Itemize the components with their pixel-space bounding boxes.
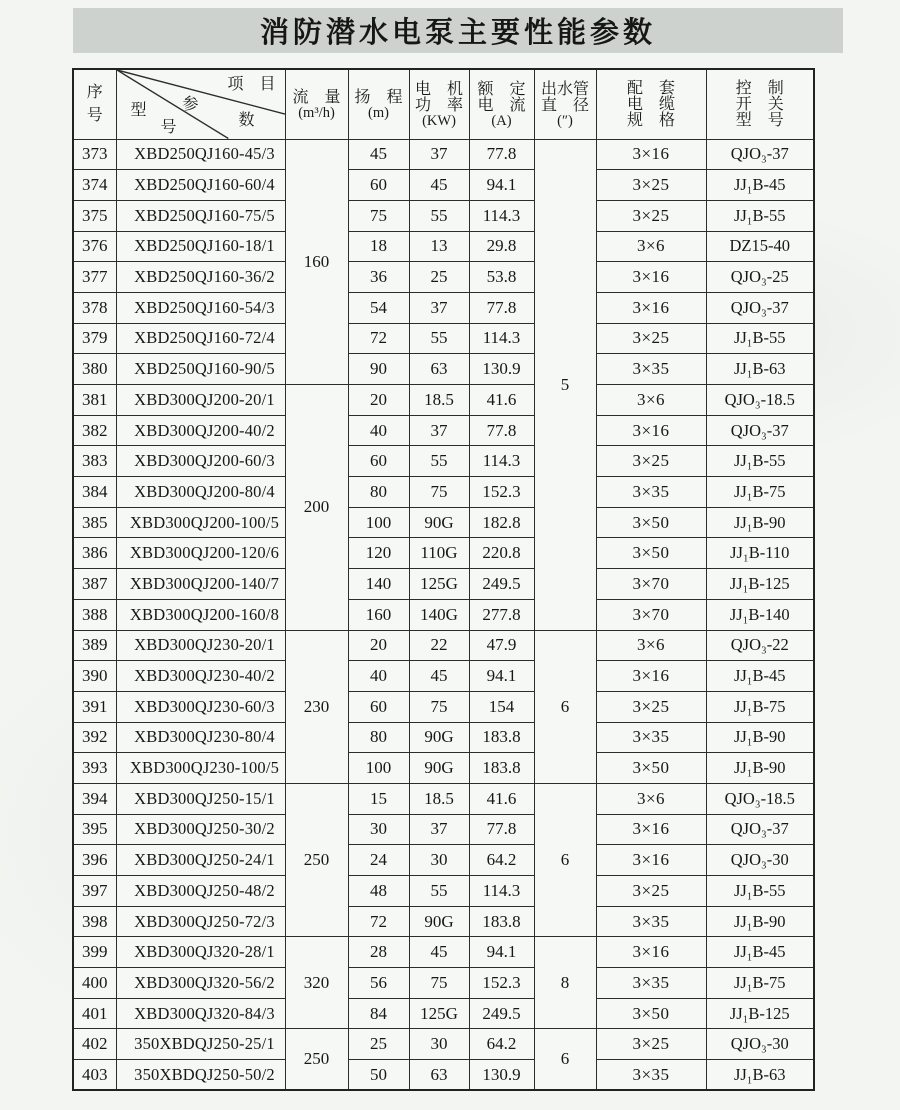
table-row	[73, 385, 814, 416]
cell-switch-model: QJO₃-22	[706, 630, 814, 661]
cell-switch-model: JJ₁B-55	[706, 200, 814, 231]
cell-head: 50	[348, 1060, 409, 1091]
cell-serial-number: 400	[73, 968, 116, 999]
cell-motor-power: 37	[409, 139, 469, 170]
cell-model: XBD300QJ200-100/5	[116, 507, 285, 538]
cell-cable-spec: 3×25	[596, 876, 706, 907]
cell-motor-power: 37	[409, 814, 469, 845]
cell-head: 80	[348, 722, 409, 753]
title-strip	[73, 8, 843, 53]
cell-motor-power: 22	[409, 630, 469, 661]
table-row	[73, 200, 814, 231]
cell-rated-current: 114.3	[469, 876, 534, 907]
cell-serial-number: 398	[73, 906, 116, 937]
table-row	[73, 630, 814, 661]
cell-model: XBD300QJ200-20/1	[116, 385, 285, 416]
cell-rated-current: 41.6	[469, 783, 534, 814]
cell-head: 45	[348, 139, 409, 170]
cell-serial-number: 382	[73, 415, 116, 446]
cell-motor-power: 110G	[409, 538, 469, 569]
cell-serial-number: 384	[73, 477, 116, 508]
cell-rated-current: 94.1	[469, 661, 534, 692]
cell-head: 25	[348, 1029, 409, 1060]
cell-cable-spec: 3×6	[596, 783, 706, 814]
table-row	[73, 139, 814, 170]
cell-head: 75	[348, 200, 409, 231]
table-row	[73, 262, 814, 293]
cell-head: 60	[348, 170, 409, 201]
cell-rated-current: 77.8	[469, 415, 534, 446]
cell-switch-model: JJ₁B-90	[706, 906, 814, 937]
cell-serial-number: 376	[73, 231, 116, 262]
cell-cable-spec: 3×25	[596, 1029, 706, 1060]
cell-head: 60	[348, 446, 409, 477]
cell-rated-current: 154	[469, 691, 534, 722]
cell-motor-power: 90G	[409, 753, 469, 784]
cell-motor-power: 37	[409, 415, 469, 446]
cell-serial-number: 387	[73, 569, 116, 600]
cell-rated-current: 77.8	[469, 814, 534, 845]
cell-cable-spec: 3×35	[596, 477, 706, 508]
cell-motor-power: 140G	[409, 599, 469, 630]
cell-model: XBD250QJ160-45/3	[116, 139, 285, 170]
cell-head: 90	[348, 354, 409, 385]
col-header-head: 扬 程 (m)	[348, 69, 409, 139]
cell-pipe-diameter: 5	[534, 139, 596, 630]
cell-motor-power: 45	[409, 170, 469, 201]
cell-model: XBD300QJ200-60/3	[116, 446, 285, 477]
cell-model: XBD300QJ200-120/6	[116, 538, 285, 569]
table-row	[73, 170, 814, 201]
table-row	[73, 876, 814, 907]
cell-motor-power: 90G	[409, 722, 469, 753]
table-row	[73, 323, 814, 354]
cell-cable-spec: 3×25	[596, 446, 706, 477]
cell-cable-spec: 3×50	[596, 998, 706, 1029]
col-header-rated-current: 额 定 电 流 (A)	[469, 69, 534, 139]
cell-head: 15	[348, 783, 409, 814]
cell-cable-spec: 3×35	[596, 906, 706, 937]
cell-cable-spec: 3×50	[596, 538, 706, 569]
cell-switch-model: JJ₁B-125	[706, 998, 814, 1029]
cell-model: XBD300QJ230-40/2	[116, 661, 285, 692]
cell-cable-spec: 3×70	[596, 599, 706, 630]
cell-head: 100	[348, 507, 409, 538]
cell-motor-power: 55	[409, 200, 469, 231]
cell-serial-number: 402	[73, 1029, 116, 1060]
cell-switch-model: JJ₁B-90	[706, 722, 814, 753]
cell-flow-rate: 160	[285, 139, 348, 385]
cell-switch-model: QJO₃-37	[706, 139, 814, 170]
diagonal-label-item: 项 目	[227, 76, 276, 93]
table-row	[73, 599, 814, 630]
cell-head: 60	[348, 691, 409, 722]
cell-switch-model: JJ₁B-75	[706, 691, 814, 722]
cell-serial-number: 374	[73, 170, 116, 201]
cell-switch-model: JJ₁B-75	[706, 477, 814, 508]
cell-serial-number: 388	[73, 599, 116, 630]
cell-switch-model: JJ₁B-45	[706, 170, 814, 201]
cell-cable-spec: 3×6	[596, 231, 706, 262]
cell-switch-model: JJ₁B-75	[706, 968, 814, 999]
cell-head: 72	[348, 906, 409, 937]
cell-switch-model: JJ₁B-45	[706, 937, 814, 968]
cell-pipe-diameter: 6	[534, 630, 596, 783]
cell-switch-model: QJO₃-37	[706, 415, 814, 446]
cell-motor-power: 55	[409, 876, 469, 907]
col-header-motor-power: 电 机 功 率 (KW)	[409, 69, 469, 139]
cell-cable-spec: 3×35	[596, 968, 706, 999]
cell-rated-current: 77.8	[469, 292, 534, 323]
cell-head: 40	[348, 415, 409, 446]
cell-serial-number: 393	[73, 753, 116, 784]
cell-serial-number: 386	[73, 538, 116, 569]
cell-head: 40	[348, 661, 409, 692]
cell-motor-power: 125G	[409, 569, 469, 600]
diagonal-label-model: 号	[160, 119, 177, 136]
cell-model: XBD300QJ230-60/3	[116, 691, 285, 722]
cell-cable-spec: 3×16	[596, 139, 706, 170]
cell-serial-number: 391	[73, 691, 116, 722]
cell-head: 84	[348, 998, 409, 1029]
cell-serial-number: 394	[73, 783, 116, 814]
col-header-serial: 序 号	[73, 69, 116, 139]
cell-rated-current: 94.1	[469, 170, 534, 201]
cell-rated-current: 64.2	[469, 1029, 534, 1060]
cell-head: 36	[348, 262, 409, 293]
cell-motor-power: 63	[409, 354, 469, 385]
cell-serial-number: 397	[73, 876, 116, 907]
cell-rated-current: 114.3	[469, 323, 534, 354]
table-row	[73, 845, 814, 876]
table-row	[73, 814, 814, 845]
cell-serial-number: 379	[73, 323, 116, 354]
cell-model: XBD250QJ160-72/4	[116, 323, 285, 354]
cell-head: 48	[348, 876, 409, 907]
cell-model: XBD250QJ160-18/1	[116, 231, 285, 262]
cell-model: XBD300QJ320-28/1	[116, 937, 285, 968]
cell-pipe-diameter: 8	[534, 937, 596, 1029]
cell-motor-power: 30	[409, 845, 469, 876]
cell-head: 24	[348, 845, 409, 876]
diagonal-label-parameter: 参	[182, 96, 199, 113]
cell-rated-current: 152.3	[469, 968, 534, 999]
cell-flow-rate: 250	[285, 783, 348, 936]
table-row	[73, 354, 814, 385]
table-row	[73, 1029, 814, 1060]
cell-rated-current: 249.5	[469, 569, 534, 600]
cell-rated-current: 94.1	[469, 937, 534, 968]
cell-switch-model: DZ15-40	[706, 231, 814, 262]
cell-motor-power: 75	[409, 477, 469, 508]
cell-serial-number: 395	[73, 814, 116, 845]
cell-motor-power: 125G	[409, 998, 469, 1029]
col-header-flow: 流 量 (m³/h)	[285, 69, 348, 139]
cell-motor-power: 55	[409, 446, 469, 477]
cell-motor-power: 90G	[409, 906, 469, 937]
table-body	[73, 139, 814, 1090]
cell-switch-model: JJ₁B-45	[706, 661, 814, 692]
cell-switch-model: QJO₃-30	[706, 845, 814, 876]
table-row	[73, 538, 814, 569]
cell-switch-model: JJ₁B-55	[706, 323, 814, 354]
cell-rated-current: 183.8	[469, 722, 534, 753]
cell-head: 72	[348, 323, 409, 354]
table-row	[73, 1060, 814, 1091]
cell-motor-power: 25	[409, 262, 469, 293]
cell-motor-power: 13	[409, 231, 469, 262]
cell-cable-spec: 3×6	[596, 385, 706, 416]
cell-serial-number: 389	[73, 630, 116, 661]
table-row	[73, 507, 814, 538]
cell-serial-number: 378	[73, 292, 116, 323]
cell-switch-model: QJO₃-25	[706, 262, 814, 293]
cell-model: XBD300QJ250-30/2	[116, 814, 285, 845]
col-header-switch-model: 控 制 开 关 型 号	[706, 69, 814, 139]
cell-switch-model: QJO₃-18.5	[706, 783, 814, 814]
cell-rated-current: 152.3	[469, 477, 534, 508]
cell-cable-spec: 3×35	[596, 354, 706, 385]
cell-head: 54	[348, 292, 409, 323]
cell-model: 350XBDQJ250-50/2	[116, 1060, 285, 1091]
cell-motor-power: 45	[409, 937, 469, 968]
cell-rated-current: 249.5	[469, 998, 534, 1029]
cell-model: XBD250QJ160-36/2	[116, 262, 285, 293]
cell-serial-number: 392	[73, 722, 116, 753]
cell-cable-spec: 3×35	[596, 722, 706, 753]
cell-cable-spec: 3×25	[596, 323, 706, 354]
pump-spec-table	[72, 68, 815, 1091]
cell-serial-number: 373	[73, 139, 116, 170]
cell-rated-current: 183.8	[469, 906, 534, 937]
cell-cable-spec: 3×16	[596, 262, 706, 293]
cell-serial-number: 381	[73, 385, 116, 416]
cell-rated-current: 114.3	[469, 200, 534, 231]
cell-head: 140	[348, 569, 409, 600]
cell-serial-number: 385	[73, 507, 116, 538]
cell-switch-model: JJ₁B-125	[706, 569, 814, 600]
cell-cable-spec: 3×16	[596, 845, 706, 876]
cell-cable-spec: 3×25	[596, 200, 706, 231]
cell-cable-spec: 3×16	[596, 415, 706, 446]
table-row	[73, 477, 814, 508]
cell-motor-power: 90G	[409, 507, 469, 538]
col-header-model-diagonal	[116, 69, 285, 139]
diagonal-label-model: 型	[130, 102, 147, 119]
cell-head: 80	[348, 477, 409, 508]
cell-model: XBD300QJ200-80/4	[116, 477, 285, 508]
cell-cable-spec: 3×50	[596, 507, 706, 538]
cell-switch-model: QJO₃-30	[706, 1029, 814, 1060]
table-row	[73, 569, 814, 600]
cell-switch-model: QJO₃-18.5	[706, 385, 814, 416]
cell-rated-current: 64.2	[469, 845, 534, 876]
cell-model: XBD300QJ200-160/8	[116, 599, 285, 630]
cell-switch-model: JJ₁B-55	[706, 446, 814, 477]
cell-model: XBD300QJ230-100/5	[116, 753, 285, 784]
cell-rated-current: 41.6	[469, 385, 534, 416]
cell-model: XBD300QJ230-20/1	[116, 630, 285, 661]
table-row	[73, 691, 814, 722]
cell-model: XBD300QJ200-40/2	[116, 415, 285, 446]
cell-serial-number: 375	[73, 200, 116, 231]
table-row	[73, 661, 814, 692]
cell-head: 100	[348, 753, 409, 784]
table-row	[73, 753, 814, 784]
cell-head: 28	[348, 937, 409, 968]
cell-flow-rate: 200	[285, 385, 348, 631]
cell-model: XBD300QJ250-24/1	[116, 845, 285, 876]
cell-rated-current: 114.3	[469, 446, 534, 477]
cell-head: 56	[348, 968, 409, 999]
cell-model: XBD250QJ160-75/5	[116, 200, 285, 231]
cell-serial-number: 401	[73, 998, 116, 1029]
cell-head: 20	[348, 385, 409, 416]
cell-pipe-diameter: 6	[534, 783, 596, 936]
page-title: 消防潜水电泵主要性能参数	[259, 15, 656, 49]
cell-rated-current: 183.8	[469, 753, 534, 784]
cell-head: 120	[348, 538, 409, 569]
cell-motor-power: 55	[409, 323, 469, 354]
cell-switch-model: JJ₁B-55	[706, 876, 814, 907]
cell-cable-spec: 3×25	[596, 170, 706, 201]
cell-switch-model: QJO₃-37	[706, 814, 814, 845]
cell-switch-model: JJ₁B-140	[706, 599, 814, 630]
cell-motor-power: 18.5	[409, 385, 469, 416]
cell-motor-power: 37	[409, 292, 469, 323]
cell-head: 18	[348, 231, 409, 262]
cell-switch-model: JJ₁B-90	[706, 753, 814, 784]
cell-rated-current: 220.8	[469, 538, 534, 569]
cell-switch-model: QJO₃-37	[706, 292, 814, 323]
table-row	[73, 783, 814, 814]
cell-switch-model: JJ₁B-110	[706, 538, 814, 569]
cell-rated-current: 29.8	[469, 231, 534, 262]
cell-switch-model: JJ₁B-63	[706, 354, 814, 385]
cell-model: XBD300QJ250-48/2	[116, 876, 285, 907]
cell-model: XBD300QJ230-80/4	[116, 722, 285, 753]
cell-head: 20	[348, 630, 409, 661]
col-header-cable-spec: 配 套 电 缆 规 格	[596, 69, 706, 139]
cell-motor-power: 30	[409, 1029, 469, 1060]
cell-head: 30	[348, 814, 409, 845]
cell-rated-current: 47.9	[469, 630, 534, 661]
cell-serial-number: 380	[73, 354, 116, 385]
cell-rated-current: 53.8	[469, 262, 534, 293]
cell-model: XBD250QJ160-60/4	[116, 170, 285, 201]
table-row	[73, 906, 814, 937]
cell-cable-spec: 3×16	[596, 814, 706, 845]
diagonal-label-parameter: 数	[238, 112, 255, 129]
cell-model: XBD300QJ250-15/1	[116, 783, 285, 814]
table-row	[73, 722, 814, 753]
cell-rated-current: 130.9	[469, 1060, 534, 1091]
table-row	[73, 292, 814, 323]
cell-serial-number: 377	[73, 262, 116, 293]
cell-motor-power: 75	[409, 968, 469, 999]
cell-serial-number: 399	[73, 937, 116, 968]
table-row	[73, 937, 814, 968]
cell-switch-model: JJ₁B-63	[706, 1060, 814, 1091]
cell-cable-spec: 3×50	[596, 753, 706, 784]
cell-cable-spec: 3×16	[596, 937, 706, 968]
cell-rated-current: 277.8	[469, 599, 534, 630]
cell-motor-power: 75	[409, 691, 469, 722]
cell-serial-number: 383	[73, 446, 116, 477]
cell-cable-spec: 3×70	[596, 569, 706, 600]
cell-model: XBD300QJ320-56/2	[116, 968, 285, 999]
cell-serial-number: 403	[73, 1060, 116, 1091]
header-row	[73, 69, 814, 139]
table-row	[73, 998, 814, 1029]
cell-rated-current: 182.8	[469, 507, 534, 538]
cell-cable-spec: 3×16	[596, 661, 706, 692]
cell-cable-spec: 3×25	[596, 691, 706, 722]
cell-cable-spec: 3×35	[596, 1060, 706, 1091]
cell-model: 350XBDQJ250-25/1	[116, 1029, 285, 1060]
cell-cable-spec: 3×6	[596, 630, 706, 661]
cell-flow-rate: 320	[285, 937, 348, 1029]
cell-model: XBD300QJ250-72/3	[116, 906, 285, 937]
cell-model: XBD250QJ160-54/3	[116, 292, 285, 323]
cell-head: 160	[348, 599, 409, 630]
cell-flow-rate: 230	[285, 630, 348, 783]
cell-motor-power: 63	[409, 1060, 469, 1091]
table-row	[73, 415, 814, 446]
cell-motor-power: 45	[409, 661, 469, 692]
col-header-pipe-diameter: 出水管 直 径 (″)	[534, 69, 596, 139]
table-row	[73, 446, 814, 477]
cell-model: XBD300QJ320-84/3	[116, 998, 285, 1029]
cell-flow-rate: 250	[285, 1029, 348, 1090]
cell-switch-model: JJ₁B-90	[706, 507, 814, 538]
cell-model: XBD250QJ160-90/5	[116, 354, 285, 385]
cell-pipe-diameter: 6	[534, 1029, 596, 1090]
table-row	[73, 231, 814, 262]
cell-rated-current: 77.8	[469, 139, 534, 170]
cell-serial-number: 396	[73, 845, 116, 876]
table-row	[73, 968, 814, 999]
cell-rated-current: 130.9	[469, 354, 534, 385]
cell-cable-spec: 3×16	[596, 292, 706, 323]
cell-motor-power: 18.5	[409, 783, 469, 814]
cell-serial-number: 390	[73, 661, 116, 692]
cell-model: XBD300QJ200-140/7	[116, 569, 285, 600]
